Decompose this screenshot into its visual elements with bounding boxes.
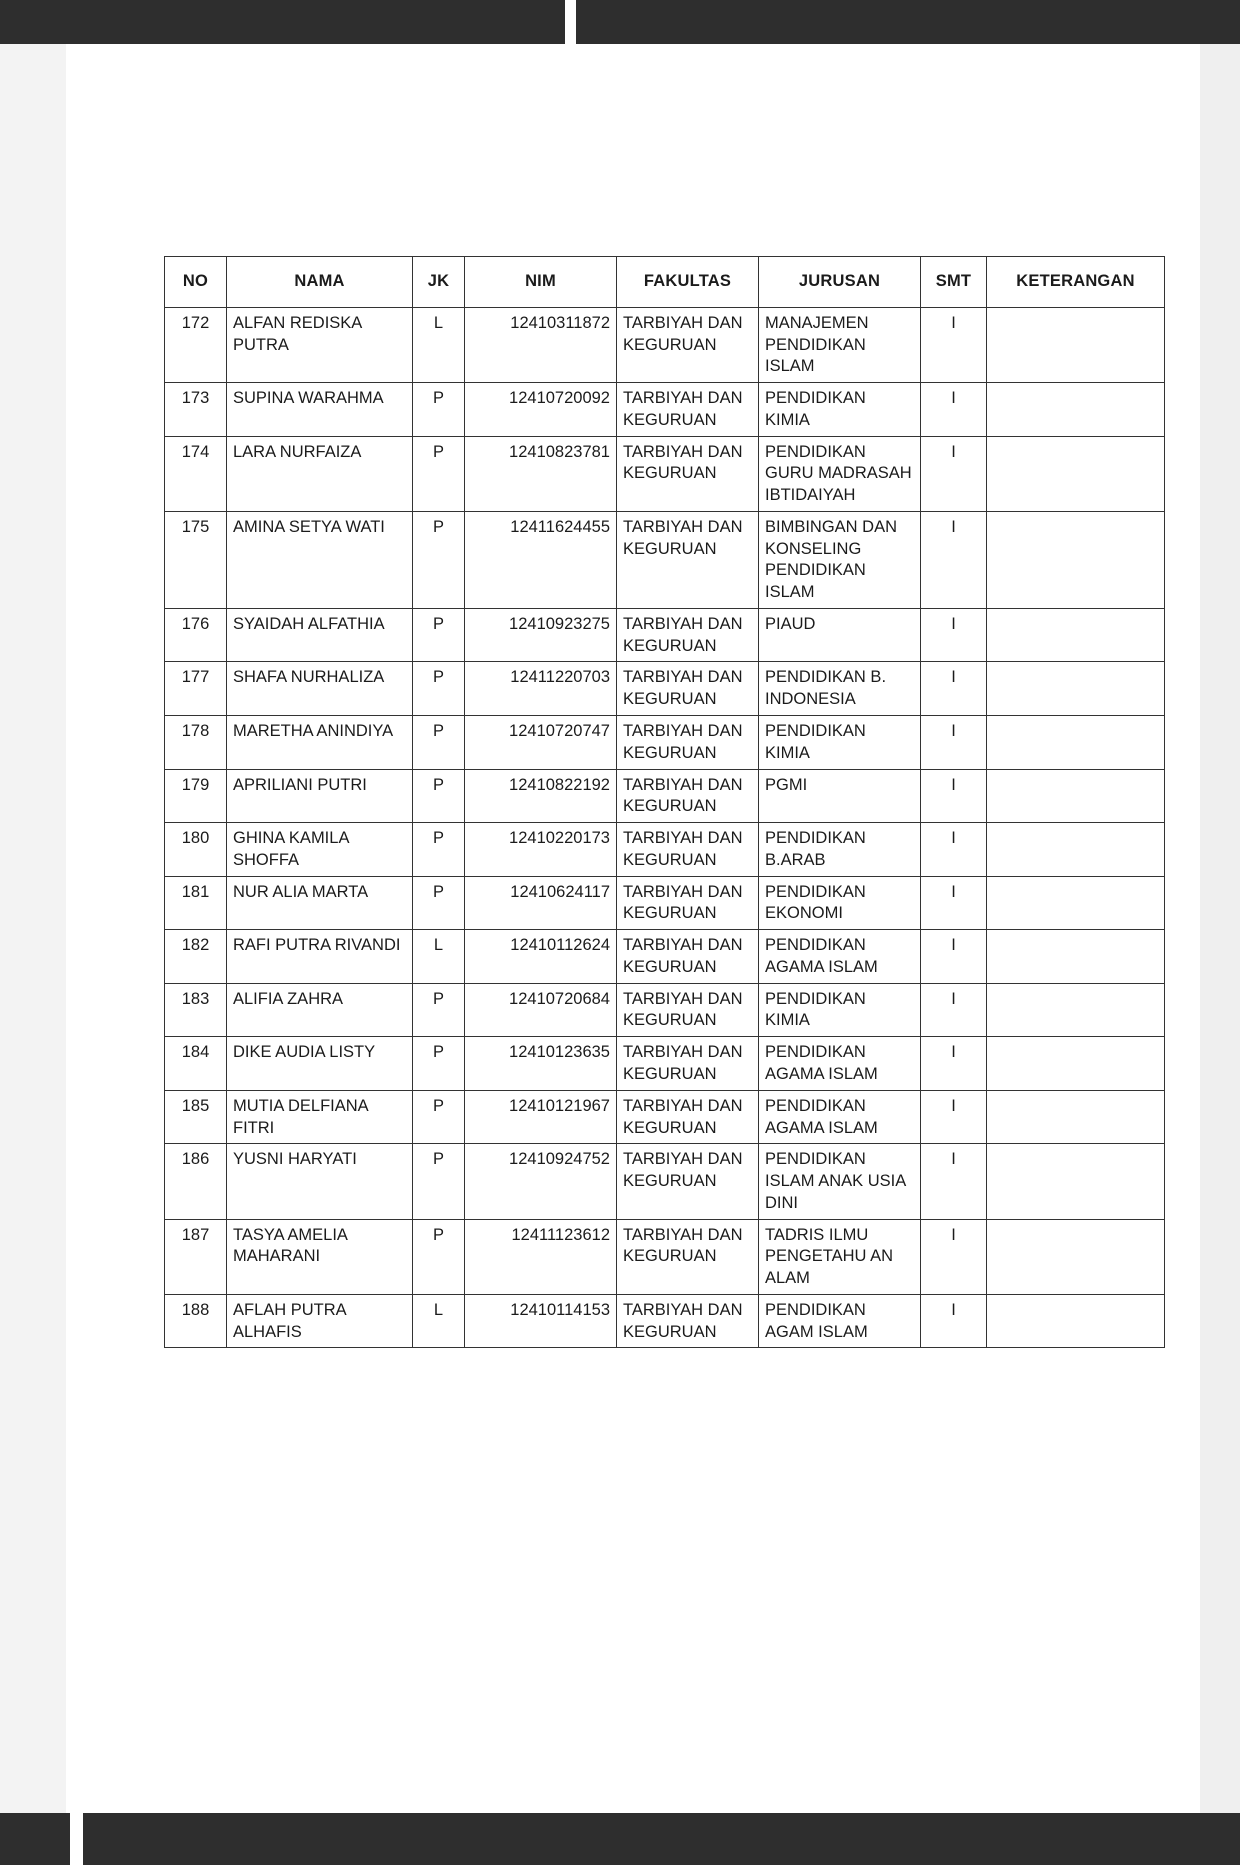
cell-nim — [465, 1294, 617, 1348]
cell-nim — [465, 769, 617, 823]
table-row — [165, 716, 1165, 770]
cell-keterangan — [987, 1219, 1165, 1294]
cell-nama — [227, 662, 413, 716]
cell-no-text: 179 — [181, 775, 210, 794]
cell-smt — [921, 1037, 987, 1091]
cell-jk — [413, 983, 465, 1037]
cell-keterangan — [987, 383, 1165, 437]
cell-jk-text: P — [432, 1043, 444, 1062]
cell-nim — [465, 436, 617, 511]
cell-no — [165, 511, 227, 608]
cell-nama-text: AFLAH PUTRA ALHAFIS — [233, 1300, 346, 1341]
cell-smt — [921, 662, 987, 716]
table-row — [165, 1037, 1165, 1091]
document-page — [66, 44, 1200, 1813]
cell-nim — [465, 608, 617, 662]
cell-jk-text: L — [433, 1300, 444, 1319]
column-header-smt: SMT — [921, 257, 987, 308]
table-row — [165, 1219, 1165, 1294]
cell-no — [165, 823, 227, 877]
cell-nim-text: 12410112624 — [510, 936, 610, 955]
cell-nim — [465, 1144, 617, 1219]
cell-jurusan — [759, 823, 921, 877]
column-header-fakultas: FAKULTAS — [617, 257, 759, 308]
cell-fakultas — [617, 1090, 759, 1144]
cell-nama — [227, 511, 413, 608]
cell-nim — [465, 876, 617, 930]
cell-jurusan — [759, 1219, 921, 1294]
table-row — [165, 876, 1165, 930]
cell-fakultas — [617, 383, 759, 437]
table-row — [165, 608, 1165, 662]
cell-jk-text: P — [432, 722, 444, 741]
cell-fakultas-text: TARBIYAH DAN KEGURUAN — [623, 517, 743, 558]
cell-nim-text: 12410114153 — [510, 1300, 610, 1319]
cell-smt-text: I — [951, 882, 956, 901]
cell-fakultas-text: TARBIYAH DAN KEGURUAN — [623, 313, 743, 354]
cell-nim — [465, 307, 617, 382]
cell-fakultas — [617, 511, 759, 608]
table-row — [165, 930, 1165, 984]
cell-jurusan-text: PENDIDIKAN B. INDONESIA — [765, 668, 887, 709]
cell-no-text: 184 — [181, 1043, 210, 1062]
cell-nama — [227, 383, 413, 437]
table-row — [165, 383, 1165, 437]
cell-keterangan — [987, 769, 1165, 823]
cell-fakultas-text: TARBIYAH DAN KEGURUAN — [623, 1300, 743, 1341]
cell-fakultas-text: TARBIYAH DAN KEGURUAN — [623, 722, 743, 762]
cell-smt — [921, 1090, 987, 1144]
cell-jurusan — [759, 1090, 921, 1144]
cell-nama-text: ALIFIA ZAHRA — [233, 989, 344, 1008]
table-row — [165, 307, 1165, 382]
cell-jk-text: P — [432, 1225, 444, 1244]
cell-jurusan — [759, 662, 921, 716]
cell-jurusan — [759, 307, 921, 382]
cell-smt-text: I — [951, 722, 956, 741]
cell-smt-text: I — [951, 1300, 956, 1319]
cell-fakultas — [617, 1144, 759, 1219]
table-row — [165, 823, 1165, 877]
cell-jurusan — [759, 608, 921, 662]
cell-no-text: 183 — [181, 989, 210, 1008]
cell-fakultas — [617, 716, 759, 770]
cell-jurusan-text: PENDIDIKAN GURU MADRASAH IBTIDAIYAH — [765, 442, 912, 505]
cell-nama — [227, 876, 413, 930]
cell-fakultas-text: TARBIYAH DAN KEGURUAN — [623, 442, 743, 483]
cell-smt — [921, 983, 987, 1037]
table-row — [165, 436, 1165, 511]
cell-nama — [227, 1090, 413, 1144]
cell-keterangan — [987, 716, 1165, 770]
cell-no — [165, 383, 227, 437]
cell-nama — [227, 1219, 413, 1294]
cell-fakultas-text: TARBIYAH DAN KEGURUAN — [623, 882, 743, 923]
cell-no — [165, 876, 227, 930]
cell-jurusan-text: PIAUD — [765, 614, 816, 633]
cell-jurusan-text: TADRIS ILMU PENGETAHU AN ALAM — [765, 1225, 894, 1288]
cell-jk-text: P — [432, 775, 444, 794]
cell-nama-text: YUSNI HARYATI — [233, 1150, 357, 1169]
cell-smt — [921, 716, 987, 770]
table-row — [165, 511, 1165, 608]
cell-jurusan — [759, 436, 921, 511]
cell-jurusan — [759, 1037, 921, 1091]
cell-no-text: 174 — [181, 442, 210, 461]
cell-keterangan — [987, 511, 1165, 608]
cell-nim-text: 12410823781 — [509, 442, 610, 461]
cell-jk-text: L — [433, 313, 444, 332]
cell-nim — [465, 383, 617, 437]
cell-no-text: 185 — [181, 1096, 210, 1115]
cell-fakultas — [617, 1219, 759, 1294]
table-row — [165, 1294, 1165, 1348]
cell-smt-text: I — [951, 1150, 956, 1169]
cell-nim — [465, 1219, 617, 1294]
cell-nama-text: ALFAN REDISKA PUTRA — [233, 313, 362, 354]
cell-nim — [465, 511, 617, 608]
cell-jk-text: P — [432, 389, 444, 408]
cell-jk-text: P — [432, 882, 444, 901]
table-row — [165, 1144, 1165, 1219]
cell-jk-text: P — [432, 442, 444, 461]
cell-smt-text: I — [951, 936, 956, 955]
cell-no-text: 187 — [181, 1225, 210, 1244]
column-header-nim: NIM — [465, 257, 617, 308]
table-header-row — [165, 257, 1165, 308]
table-row — [165, 769, 1165, 823]
cell-fakultas-text: TARBIYAH DAN KEGURUAN — [623, 614, 743, 655]
cell-jurusan-text: PGMI — [765, 775, 808, 794]
column-header-jk: JK — [413, 257, 465, 308]
cell-fakultas-text: TARBIYAH DAN KEGURUAN — [623, 829, 743, 869]
cell-keterangan — [987, 983, 1165, 1037]
cell-no-text: 181 — [181, 882, 210, 901]
cell-jk — [413, 823, 465, 877]
table-row — [165, 1090, 1165, 1144]
cell-nim-text: 12410311872 — [510, 313, 610, 332]
cell-smt — [921, 1144, 987, 1219]
cell-no-text: 178 — [181, 722, 210, 741]
cell-jurusan-text: PENDIDIKAN KIMIA — [765, 722, 866, 762]
cell-fakultas-text: TARBIYAH DAN KEGURUAN — [623, 989, 743, 1030]
cell-fakultas — [617, 930, 759, 984]
cell-nama-text: AMINA SETYA WATI — [233, 517, 385, 536]
cell-no-text: 172 — [181, 313, 210, 332]
cell-nama-text: MUTIA DELFIANA FITRI — [233, 1096, 368, 1137]
cell-smt-text: I — [951, 1043, 956, 1062]
cell-jurusan-text: PENDIDIKAN EKONOMI — [765, 882, 866, 923]
cell-nim-text: 12410220173 — [509, 829, 610, 848]
cell-smt-text: I — [951, 1225, 956, 1244]
cell-no — [165, 716, 227, 770]
cell-keterangan — [987, 608, 1165, 662]
cell-nim-text: 12410924752 — [509, 1150, 610, 1169]
cell-jurusan-text: PENDIDIKAN ISLAM ANAK USIA DINI — [765, 1150, 906, 1212]
cell-jurusan — [759, 716, 921, 770]
cell-nim-text: 12410720747 — [509, 722, 610, 741]
cell-no — [165, 436, 227, 511]
cell-fakultas — [617, 307, 759, 382]
cell-keterangan — [987, 1144, 1165, 1219]
cell-jk — [413, 1037, 465, 1091]
cell-jk-text: P — [432, 1096, 444, 1115]
cell-nama-text: SUPINA WARAHMA — [233, 389, 384, 408]
cell-nim — [465, 1090, 617, 1144]
cell-jurusan — [759, 1144, 921, 1219]
cell-fakultas-text: TARBIYAH DAN KEGURUAN — [623, 775, 743, 816]
cell-nim — [465, 716, 617, 770]
cell-jurusan-text: PENDIDIKAN AGAMA ISLAM — [765, 1043, 878, 1083]
cell-jk — [413, 307, 465, 382]
cell-smt-text: I — [951, 614, 956, 633]
cell-jk — [413, 769, 465, 823]
cell-fakultas — [617, 608, 759, 662]
cell-no — [165, 307, 227, 382]
cell-no-text: 180 — [181, 829, 210, 848]
cell-no — [165, 1219, 227, 1294]
cell-fakultas — [617, 1294, 759, 1348]
cell-nama-text: RAFI PUTRA RIVANDI — [233, 936, 401, 955]
cell-nama — [227, 307, 413, 382]
cell-nim-text: 12410822192 — [509, 775, 610, 794]
cell-nama — [227, 823, 413, 877]
cell-jk-text: P — [432, 1150, 444, 1169]
cell-jurusan-text: PENDIDIKAN KIMIA — [765, 389, 866, 429]
cell-nama — [227, 930, 413, 984]
cell-nama — [227, 1144, 413, 1219]
cell-jurusan-text: PENDIDIKAN KIMIA — [765, 989, 866, 1030]
cell-jk — [413, 1090, 465, 1144]
cell-smt-text: I — [951, 389, 956, 408]
cell-nim-text: 12410121967 — [509, 1096, 610, 1115]
cell-keterangan — [987, 436, 1165, 511]
cell-fakultas-text: TARBIYAH DAN KEGURUAN — [623, 1096, 743, 1137]
column-header-jurusan: JURUSAN — [759, 257, 921, 308]
cell-no-text: 177 — [181, 668, 210, 687]
cell-keterangan — [987, 662, 1165, 716]
cell-jk-text: P — [432, 668, 444, 687]
cell-smt — [921, 307, 987, 382]
cell-jk-text: P — [432, 517, 444, 536]
cell-jk — [413, 1144, 465, 1219]
cell-no — [165, 1090, 227, 1144]
cell-no-text: 173 — [181, 389, 210, 408]
cell-nim — [465, 930, 617, 984]
cell-smt — [921, 769, 987, 823]
cell-smt — [921, 511, 987, 608]
cell-nim-text: 12411220703 — [510, 668, 610, 687]
cell-keterangan — [987, 876, 1165, 930]
cell-no-text: 176 — [181, 614, 210, 633]
cell-jurusan-text: PENDIDIKAN B.ARAB — [765, 829, 866, 869]
cell-keterangan — [987, 930, 1165, 984]
cell-jk — [413, 608, 465, 662]
cell-smt — [921, 608, 987, 662]
scan-artifact-top — [0, 0, 1240, 44]
cell-jk-text: L — [433, 936, 444, 955]
cell-nama-text: LARA NURFAIZA — [233, 442, 362, 461]
cell-no — [165, 1037, 227, 1091]
cell-nama-text: GHINA KAMILA SHOFFA — [233, 829, 349, 869]
cell-jk-text: P — [432, 829, 444, 848]
cell-fakultas-text: TARBIYAH DAN KEGURUAN — [623, 1043, 743, 1083]
cell-nama-text: APRILIANI PUTRI — [233, 775, 367, 794]
column-header-nama: NAMA — [227, 257, 413, 308]
table-row — [165, 662, 1165, 716]
cell-fakultas-text: TARBIYAH DAN KEGURUAN — [623, 1225, 743, 1266]
cell-jurusan — [759, 1294, 921, 1348]
cell-fakultas-text: TARBIYAH DAN KEGURUAN — [623, 668, 743, 709]
cell-jk — [413, 662, 465, 716]
cell-jk — [413, 1294, 465, 1348]
cell-smt-text: I — [951, 442, 956, 461]
cell-smt-text: I — [951, 668, 956, 687]
cell-nama-text: DIKE AUDIA LISTY — [233, 1043, 376, 1062]
table-body — [165, 307, 1165, 1348]
cell-nim — [465, 1037, 617, 1091]
cell-fakultas — [617, 662, 759, 716]
cell-no — [165, 1144, 227, 1219]
cell-nim — [465, 662, 617, 716]
page-margin-right — [1200, 44, 1240, 1813]
cell-nama — [227, 983, 413, 1037]
cell-nama — [227, 769, 413, 823]
cell-no — [165, 983, 227, 1037]
cell-no — [165, 1294, 227, 1348]
cell-smt — [921, 383, 987, 437]
cell-no — [165, 608, 227, 662]
cell-no-text: 186 — [181, 1150, 210, 1169]
cell-keterangan — [987, 307, 1165, 382]
cell-smt — [921, 876, 987, 930]
cell-fakultas-text: TARBIYAH DAN KEGURUAN — [623, 1150, 743, 1191]
page-margin-left — [0, 44, 66, 1813]
cell-jurusan — [759, 383, 921, 437]
cell-fakultas-text: TARBIYAH DAN KEGURUAN — [623, 389, 743, 429]
cell-nim-text: 12410624117 — [510, 882, 610, 901]
cell-jurusan — [759, 983, 921, 1037]
cell-jk — [413, 930, 465, 984]
cell-keterangan — [987, 1090, 1165, 1144]
cell-smt-text: I — [951, 989, 956, 1008]
cell-nama — [227, 436, 413, 511]
cell-nama-text: SYAIDAH ALFATHIA — [233, 614, 385, 633]
cell-smt — [921, 930, 987, 984]
cell-jurusan — [759, 769, 921, 823]
cell-smt — [921, 823, 987, 877]
scan-artifact-bottom — [0, 1813, 1240, 1865]
cell-nama-text: MARETHA ANINDIYA — [233, 722, 394, 741]
cell-nim — [465, 983, 617, 1037]
cell-jurusan-text: PENDIDIKAN AGAM ISLAM — [765, 1300, 868, 1341]
cell-nim-text: 12411123612 — [511, 1225, 610, 1244]
cell-smt — [921, 1294, 987, 1348]
cell-jurusan-text: MANAJEMEN PENDIDIKAN ISLAM — [765, 313, 869, 376]
cell-jk — [413, 511, 465, 608]
cell-smt — [921, 1219, 987, 1294]
cell-jurusan-text: PENDIDIKAN AGAMA ISLAM — [765, 1096, 878, 1137]
cell-jurusan — [759, 930, 921, 984]
cell-jurusan — [759, 511, 921, 608]
cell-no — [165, 769, 227, 823]
cell-smt-text: I — [951, 775, 956, 794]
cell-no-text: 182 — [181, 936, 210, 955]
cell-jk — [413, 716, 465, 770]
cell-nama — [227, 716, 413, 770]
cell-keterangan — [987, 1037, 1165, 1091]
column-header-keterangan: KETERANGAN — [987, 257, 1165, 308]
cell-nama — [227, 608, 413, 662]
column-header-no: NO — [165, 257, 227, 308]
table-row — [165, 983, 1165, 1037]
cell-nama — [227, 1037, 413, 1091]
cell-no-text: 175 — [181, 517, 210, 536]
cell-nim-text: 12410123635 — [509, 1043, 610, 1062]
cell-nim-text: 12410923275 — [509, 614, 610, 633]
cell-fakultas — [617, 876, 759, 930]
cell-nim-text: 12410720684 — [509, 989, 610, 1008]
cell-fakultas-text: TARBIYAH DAN KEGURUAN — [623, 936, 743, 976]
cell-nama-text: SHAFA NURHALIZA — [233, 668, 385, 687]
cell-jurusan-text: PENDIDIKAN AGAMA ISLAM — [765, 936, 878, 976]
cell-jk-text: P — [432, 989, 444, 1008]
cell-jk — [413, 876, 465, 930]
cell-nim — [465, 823, 617, 877]
cell-fakultas — [617, 769, 759, 823]
cell-fakultas — [617, 983, 759, 1037]
cell-jk — [413, 1219, 465, 1294]
cell-jk-text: P — [432, 614, 444, 633]
cell-smt-text: I — [951, 313, 956, 332]
cell-fakultas — [617, 823, 759, 877]
student-roster-table — [164, 256, 1165, 1348]
cell-smt-text: I — [951, 829, 956, 848]
cell-keterangan — [987, 823, 1165, 877]
cell-jurusan-text: BIMBINGAN DAN KONSELING PENDIDIKAN ISLAM — [765, 517, 898, 602]
cell-nama-text: NUR ALIA MARTA — [233, 882, 369, 901]
cell-nim-text: 12410720092 — [509, 389, 610, 408]
cell-nama-text: TASYA AMELIA MAHARANI — [233, 1225, 348, 1266]
cell-nama — [227, 1294, 413, 1348]
cell-nim-text: 12411624455 — [510, 517, 610, 536]
cell-fakultas — [617, 1037, 759, 1091]
cell-smt-text: I — [951, 517, 956, 536]
cell-jk — [413, 383, 465, 437]
cell-smt-text: I — [951, 1096, 956, 1115]
cell-jurusan — [759, 876, 921, 930]
cell-keterangan — [987, 1294, 1165, 1348]
cell-fakultas — [617, 436, 759, 511]
cell-no — [165, 662, 227, 716]
cell-jk — [413, 436, 465, 511]
cell-smt — [921, 436, 987, 511]
cell-no-text: 188 — [181, 1300, 210, 1319]
cell-no — [165, 930, 227, 984]
